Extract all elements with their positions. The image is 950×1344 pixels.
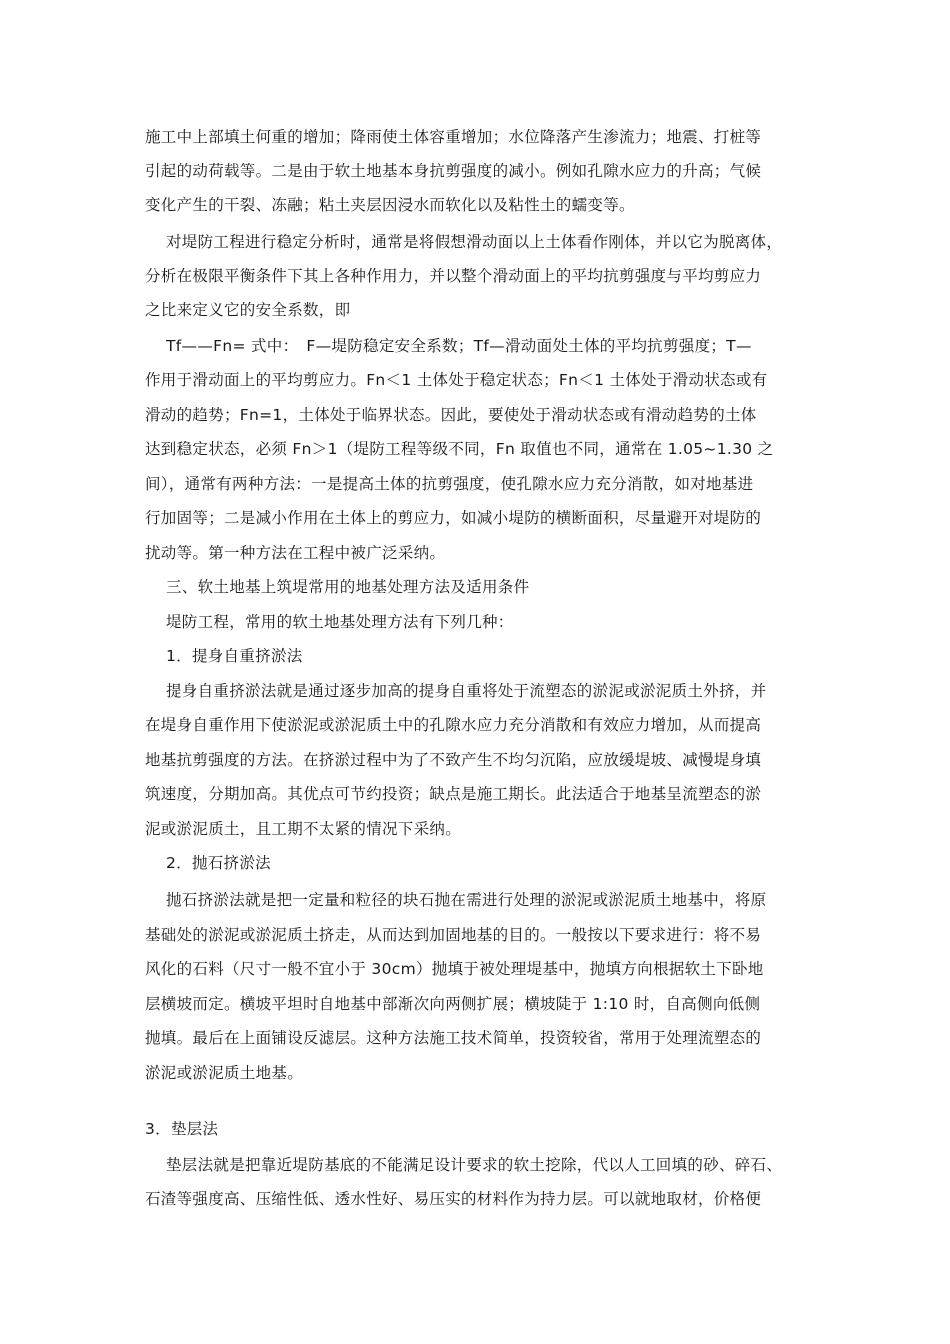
formula-line: Tf——Fn= 式中： F—堤防稳定安全系数；Tf—滑动面处土体的平均抗剪强度；T— (166, 337, 752, 355)
paragraph-line: 风化的石料（尺寸一般不宜小于 30cm）抛填于被处理堤基中，抛填方向根据软土下卧地 (145, 960, 764, 978)
paragraph-line: 地基抗剪强度的方法。在挤淤过程中为了不致产生不均匀沉陷，应放缓堤坡、减慢堤身填 (145, 751, 762, 769)
paragraph-line: 抛填。最后在上面铺设反滤层。这种方法施工技术简单，投资较省，常用于处理流塑态的 (145, 1029, 762, 1047)
paragraph-line: 引起的动荷载等。二是由于软土地基本身抗剪强度的减小。例如孔隙水应力的升高；气候 (145, 162, 762, 180)
subsection-heading: 2．抛石挤淤法 (166, 854, 271, 872)
paragraph-line: 在堤身自重作用下使淤泥或淤泥质土中的孔隙水应力充分消散和有效应力增加，从而提高 (145, 716, 762, 734)
paragraph-line: 间），通常有两种方法：一是提高土体的抗剪强度，使孔隙水应力充分消散，如对地基进 (145, 475, 754, 493)
paragraph-line: 层横坡而定。横坡平坦时自地基中部渐次向两侧扩展；横坡陡于 1:10 时，自高侧向低侧 (145, 995, 761, 1013)
paragraph-line: 垫层法就是把靠近堤防基底的不能满足设计要求的软土挖除，代以人工回填的砂、碎石、 (166, 1156, 783, 1174)
paragraph-line: 滑动的趋势；Fn=1，土体处于临界状态。因此，要使处于滑动状态或有滑动趋势的土体 (145, 406, 757, 424)
paragraph-line: 行加固等；二是减小作用在土体上的剪应力，如减小堤防的横断面积，尽量避开对堤防的 (145, 509, 762, 527)
paragraph-line: 淤泥或淤泥质土地基。 (145, 1064, 304, 1082)
paragraph-line: 抛石挤淤法就是把一定量和粒径的块石抛在需进行处理的淤泥或淤泥质土地基中，将原 (166, 891, 767, 909)
paragraph-line: 石渣等强度高、压缩性低、透水性好、易压实的材料作为持力层。可以就地取材，价格便 (145, 1190, 762, 1208)
paragraph-line: 作用于滑动面上的平均剪应力。Fn＜1 土体处于稳定状态；Fn＜1 土体处于滑动状态或有 (145, 371, 768, 389)
paragraph-line: 达到稳定状态，必须 Fn＞1（堤防工程等级不同，Fn 取值也不同，通常在 1.05~1.30 之 (145, 440, 774, 458)
paragraph-line: 堤防工程，常用的软土地基处理方法有下列几种： (166, 613, 514, 631)
subsection-heading: 3．垫层法 (145, 1120, 219, 1138)
subsection-heading: 1．提身自重挤淤法 (166, 647, 303, 665)
paragraph-line: 扰动等。第一种方法在工程中被广泛采纳。 (145, 544, 446, 562)
paragraph-line: 提身自重挤淤法就是通过逐步加高的提身自重将处于流塑态的淤泥或淤泥质土外挤，并 (166, 682, 767, 700)
paragraph-line: 泥或淤泥质土，且工期不太紧的情况下采纳。 (145, 820, 462, 838)
section-heading: 三、软土地基上筑堤常用的地基处理方法及适用条件 (166, 578, 530, 596)
paragraph-line: 变化产生的干裂、冻融；粘土夹层因浸水而软化以及粘性土的蠕变等。 (145, 196, 635, 214)
paragraph-line: 基础处的淤泥或淤泥质土挤走，从而达到加固地基的目的。一般按以下要求进行：将不易 (145, 926, 762, 944)
paragraph-line: 筑速度，分期加高。其优点可节约投资；缺点是施工期长。此法适合于地基呈流塑态的淤 (145, 785, 762, 803)
paragraph-line: 施工中上部填土何重的增加；降雨使土体容重增加；水位降落产生渗流力；地震、打桩等 (145, 128, 762, 146)
paragraph-line: 对堤防工程进行稳定分析时，通常是将假想滑动面以上土体看作刚体，并以它为脱离体， (166, 233, 783, 251)
paragraph-line: 之比来定义它的安全系数，即 (145, 301, 351, 319)
paragraph-line: 分析在极限平衡条件下其上各种作用力，并以整个滑动面上的平均抗剪强度与平均剪应力 (145, 267, 762, 285)
